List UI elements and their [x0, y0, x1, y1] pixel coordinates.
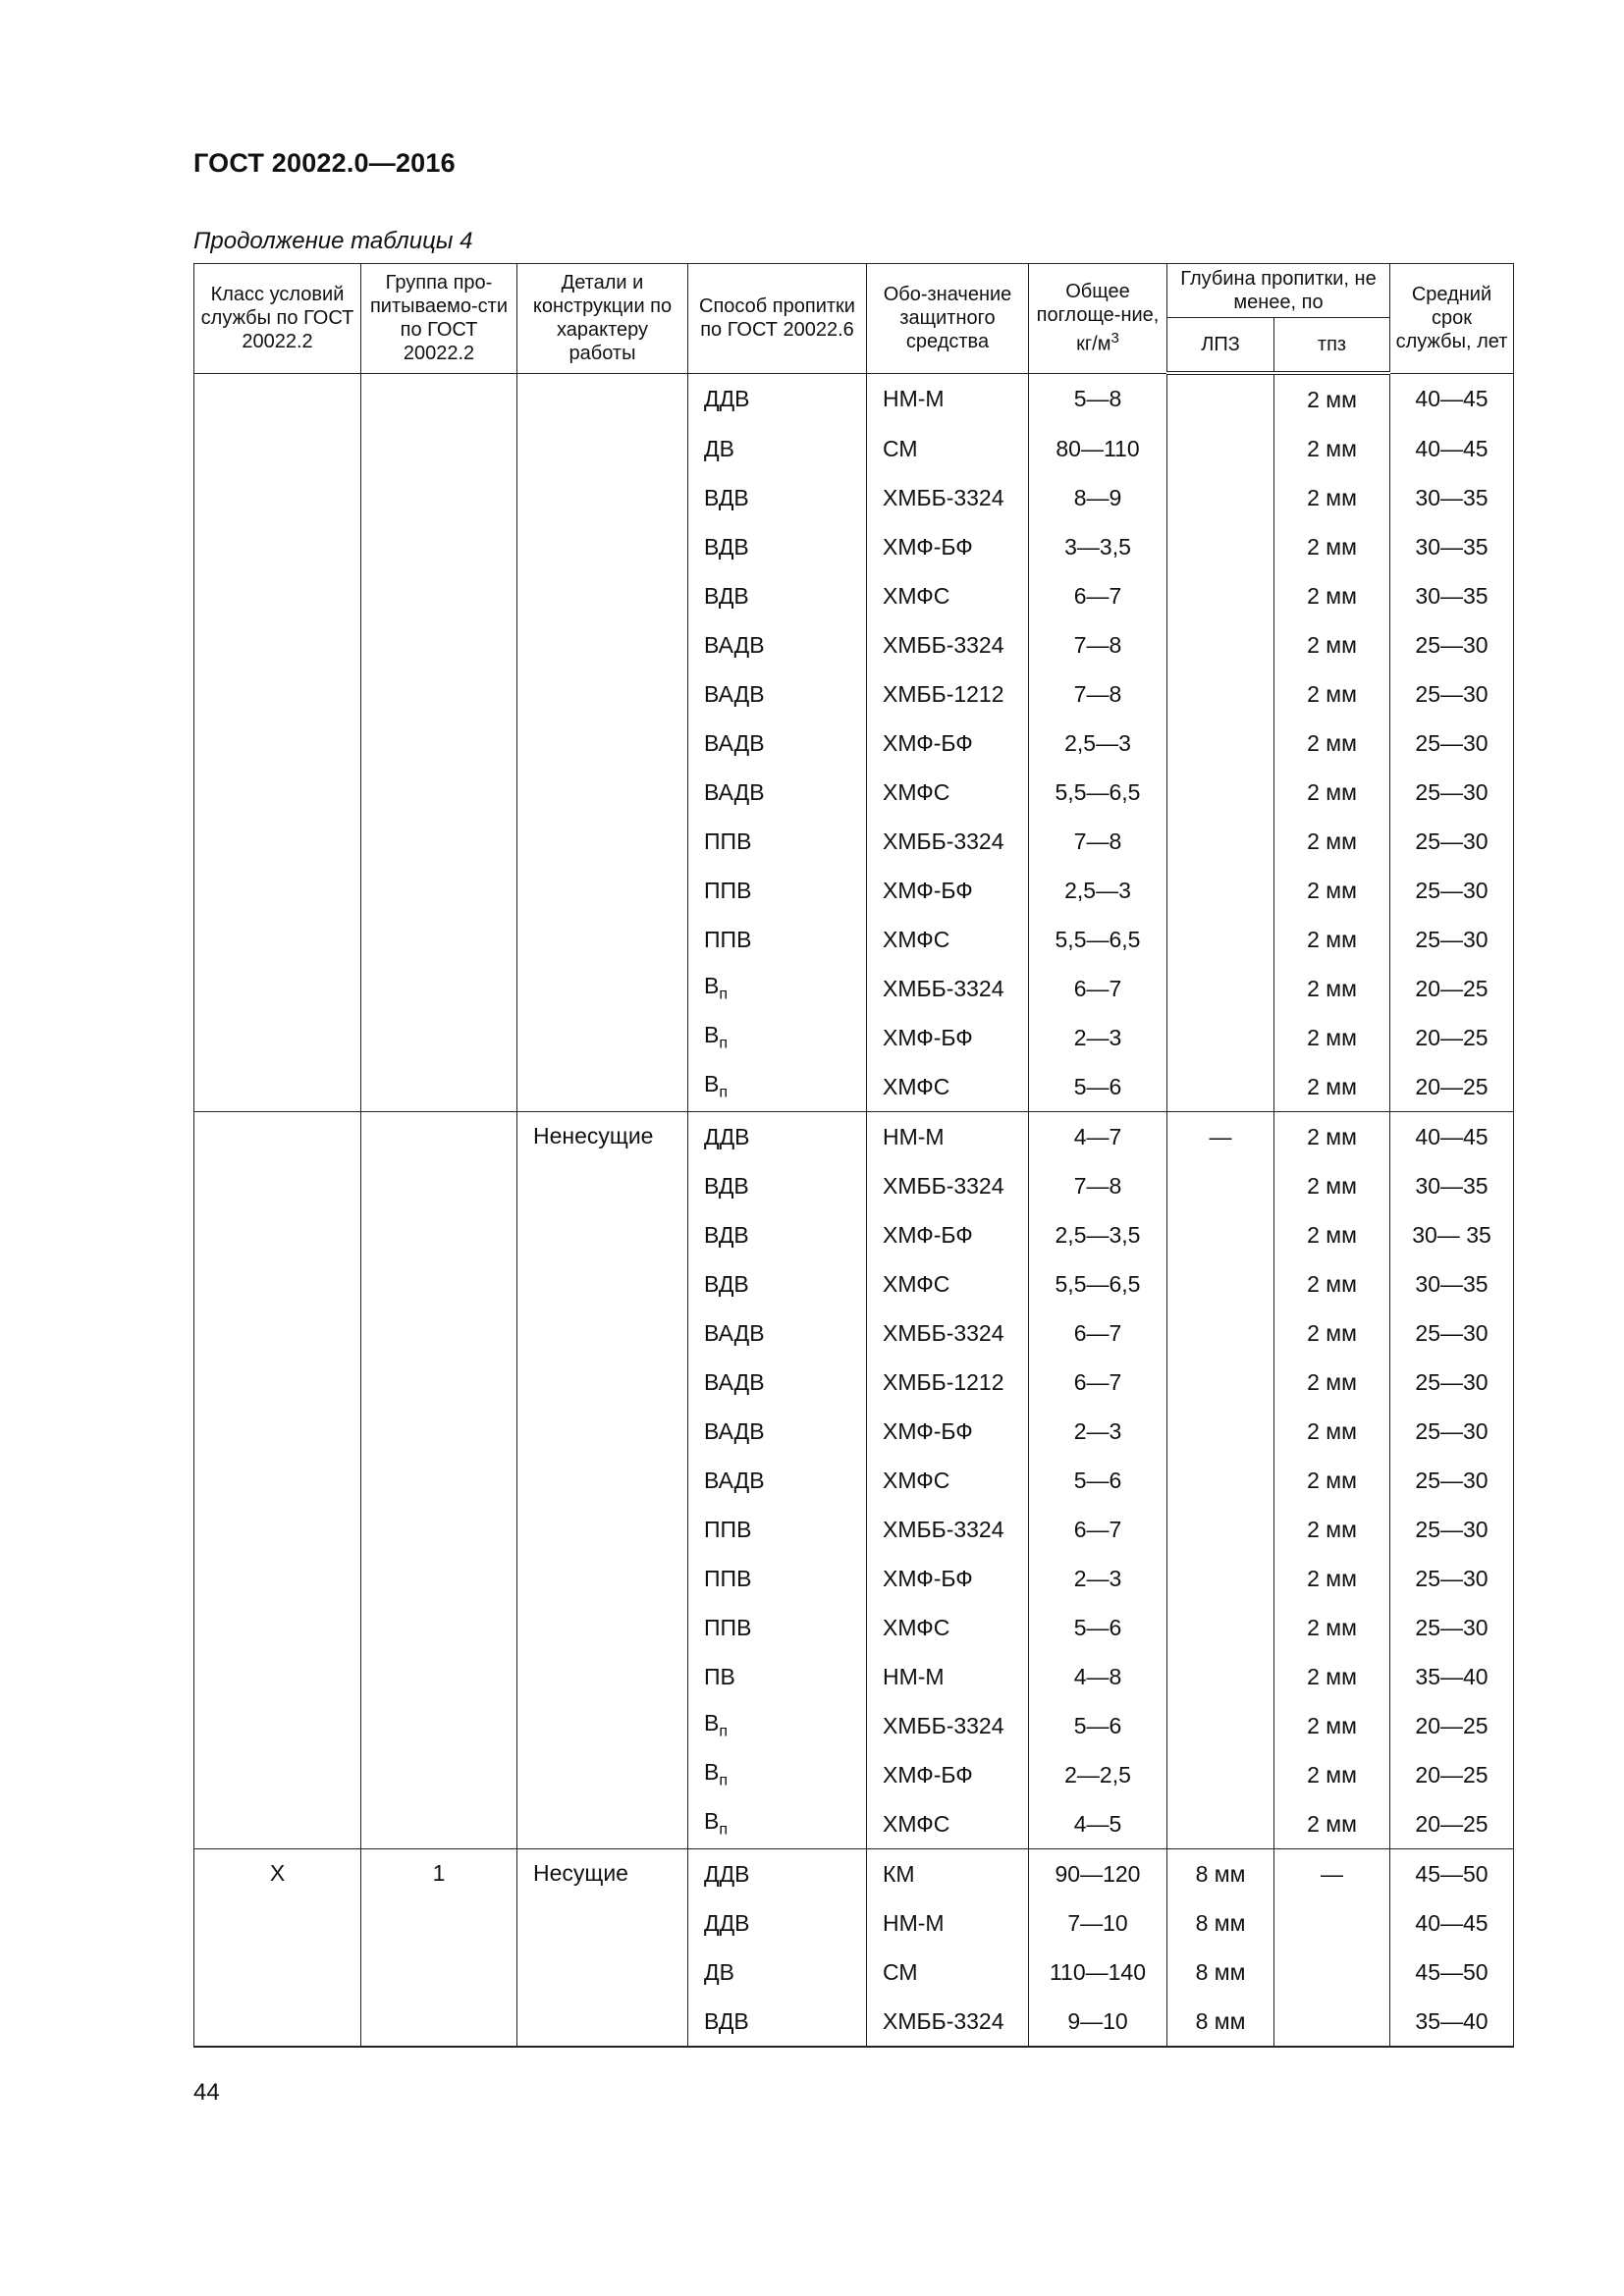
- cell-tpz: 2 мм: [1274, 571, 1390, 620]
- cell-absorption: 5—6: [1029, 1456, 1167, 1505]
- cell-lpz: [1167, 373, 1274, 424]
- cell-method: [688, 866, 867, 915]
- cell-tpz: 2 мм: [1274, 1603, 1390, 1652]
- cell-lpz: [1167, 1456, 1274, 1505]
- cell-absorption: 7—8: [1029, 669, 1167, 719]
- header-service-class: Класс условий службы по ГОСТ 20022.2: [194, 264, 361, 374]
- cell-absorption: 2,5—3,5: [1029, 1210, 1167, 1259]
- cell-agent: ХМББ-1212: [867, 669, 1029, 719]
- cell-service-life: 30— 35: [1390, 1210, 1514, 1259]
- cell-method-text: ППВ: [704, 1614, 752, 1640]
- cell-lpz: [1167, 1062, 1274, 1112]
- cell-tpz: 2 мм: [1274, 768, 1390, 817]
- cell-details: [517, 373, 688, 1112]
- cell-method: [688, 1750, 867, 1799]
- cell-method-text: ВАДВ: [704, 729, 765, 756]
- cell-method-text: ВАДВ: [704, 778, 765, 805]
- cell-lpz: [1167, 1407, 1274, 1456]
- table-caption: Продолжение таблицы 4: [193, 228, 473, 254]
- cell-tpz: 2 мм: [1274, 1456, 1390, 1505]
- document-header: ГОСТ 20022.0—2016: [193, 148, 456, 178]
- cell-tpz: 2 мм: [1274, 1112, 1390, 1162]
- cell-method: [688, 473, 867, 522]
- cell-absorption: 6—7: [1029, 1505, 1167, 1554]
- cell-service-life: 25—30: [1390, 1554, 1514, 1603]
- cell-method-subscript: п: [719, 986, 729, 1003]
- cell-absorption: 80—110: [1029, 424, 1167, 473]
- cell-tpz: 2 мм: [1274, 373, 1390, 424]
- cell-method: [688, 1161, 867, 1210]
- cell-tpz: 2 мм: [1274, 866, 1390, 915]
- cell-agent: ХМФС: [867, 1799, 1029, 1849]
- cell-agent: НМ-М: [867, 373, 1029, 424]
- cell-service-life: 40—45: [1390, 373, 1514, 424]
- header-agent: Обо-значение защитного средства: [867, 264, 1029, 374]
- cell-method-text: ВДВ: [704, 1270, 749, 1297]
- cell-tpz: 2 мм: [1274, 1750, 1390, 1799]
- cell-absorption: 2,5—3: [1029, 719, 1167, 768]
- cell-tpz: 2 мм: [1274, 669, 1390, 719]
- cell-method-text: ППВ: [704, 1516, 752, 1542]
- cell-lpz: [1167, 1652, 1274, 1701]
- cell-service-life: 40—45: [1390, 424, 1514, 473]
- cell-service-life: 25—30: [1390, 620, 1514, 669]
- cell-lpz: [1167, 1161, 1274, 1210]
- cell-agent: ХМББ-3324: [867, 1161, 1029, 1210]
- cell-tpz: 2 мм: [1274, 1652, 1390, 1701]
- cell-method-text: ДДВ: [704, 1123, 750, 1149]
- cell-method: [688, 373, 867, 424]
- cell-absorption: 2—3: [1029, 1013, 1167, 1062]
- cell-lpz: [1167, 1358, 1274, 1407]
- cell-service-life: 45—50: [1390, 1948, 1514, 1997]
- cell-agent: ХМББ-3324: [867, 620, 1029, 669]
- cell-method-subscript: п: [719, 1772, 729, 1789]
- cell-service-life: 25—30: [1390, 915, 1514, 964]
- cell-tpz: 2 мм: [1274, 1013, 1390, 1062]
- cell-method-text: ППВ: [704, 1565, 752, 1591]
- cell-method-text: ВАДВ: [704, 631, 765, 658]
- cell-lpz: [1167, 1210, 1274, 1259]
- cell-service-life: 30—35: [1390, 1161, 1514, 1210]
- table-container: [193, 263, 1513, 2056]
- cell-service-life: 25—30: [1390, 1358, 1514, 1407]
- cell-method-text: ВДВ: [704, 2007, 749, 2034]
- cell-method: [688, 522, 867, 571]
- cell-agent: ХМФС: [867, 1603, 1029, 1652]
- cell-absorption: 4—8: [1029, 1652, 1167, 1701]
- cell-absorption: 7—8: [1029, 1161, 1167, 1210]
- cell-service-life: 40—45: [1390, 1112, 1514, 1162]
- table-body: [194, 373, 1514, 2047]
- cell-method-text: В: [704, 1759, 720, 1786]
- cell-tpz: 2 мм: [1274, 620, 1390, 669]
- cell-lpz: [1167, 1701, 1274, 1750]
- cell-service-life: 25—30: [1390, 669, 1514, 719]
- cell-service-life: 30—35: [1390, 473, 1514, 522]
- cell-tpz: 2 мм: [1274, 473, 1390, 522]
- header-service-life: Средний срок службы, лет: [1390, 264, 1514, 374]
- cell-agent: ХМФ-БФ: [867, 1554, 1029, 1603]
- cell-method: [688, 571, 867, 620]
- cell-service-life: 25—30: [1390, 817, 1514, 866]
- cell-agent: ХМББ-3324: [867, 1997, 1029, 2047]
- cell-lpz: [1167, 1259, 1274, 1308]
- cell-tpz: 2 мм: [1274, 1358, 1390, 1407]
- cell-method: [688, 1062, 867, 1112]
- cell-absorption: 7—8: [1029, 817, 1167, 866]
- cell-lpz: 8 мм: [1167, 1898, 1274, 1948]
- cell-tpz: 2 мм: [1274, 1407, 1390, 1456]
- cell-lpz: [1167, 1013, 1274, 1062]
- cell-lpz: [1167, 1750, 1274, 1799]
- cell-tpz: 2 мм: [1274, 719, 1390, 768]
- cell-absorption: 6—7: [1029, 571, 1167, 620]
- cell-agent: ХМФ-БФ: [867, 1750, 1029, 1799]
- cell-service-life: 25—30: [1390, 866, 1514, 915]
- cell-details: Несущие: [517, 1849, 688, 2048]
- cell-method-text: ВАДВ: [704, 1467, 765, 1493]
- cell-method: [688, 1407, 867, 1456]
- header-absorption-text: Общее поглоще-ние, кг/м: [1036, 281, 1160, 356]
- cell-lpz: [1167, 620, 1274, 669]
- cell-method: [688, 1603, 867, 1652]
- cell-absorption: 2—3: [1029, 1407, 1167, 1456]
- cell-service-class: [194, 373, 361, 1112]
- cell-service-life: 25—30: [1390, 1308, 1514, 1358]
- cell-method: [688, 1898, 867, 1948]
- cell-method-text: ДДВ: [704, 385, 750, 411]
- cell-lpz: [1167, 1308, 1274, 1358]
- header-lpz: ЛПЗ: [1167, 318, 1274, 374]
- cell-absorption: 5—8: [1029, 373, 1167, 424]
- cell-service-life: 45—50: [1390, 1849, 1514, 1899]
- cell-method-subscript: п: [719, 1821, 729, 1839]
- cell-tpz: —: [1274, 1849, 1390, 1899]
- cell-method: [688, 915, 867, 964]
- cell-agent: ХМББ-3324: [867, 473, 1029, 522]
- cell-service-life: 35—40: [1390, 1997, 1514, 2047]
- cell-method: [688, 1112, 867, 1162]
- cell-tpz: 2 мм: [1274, 964, 1390, 1013]
- cell-service-class: [194, 1112, 361, 1849]
- cell-tpz: 2 мм: [1274, 424, 1390, 473]
- cell-method-text: ПВ: [704, 1663, 735, 1689]
- cell-method: [688, 1505, 867, 1554]
- cell-agent: ХМФС: [867, 1456, 1029, 1505]
- cell-service-life: 20—25: [1390, 964, 1514, 1013]
- header-depth: Глубина пропитки, не менее, по: [1167, 264, 1390, 318]
- cell-agent: ХМФ-БФ: [867, 866, 1029, 915]
- cell-agent: СМ: [867, 424, 1029, 473]
- table-row: [194, 1849, 1514, 1899]
- cell-method-text: ДВ: [704, 1958, 734, 1985]
- header-method: Способ пропитки по ГОСТ 20022.6: [688, 264, 867, 374]
- cell-absorption: 7—8: [1029, 620, 1167, 669]
- cell-service-life: 20—25: [1390, 1013, 1514, 1062]
- cell-lpz: [1167, 424, 1274, 473]
- cell-method-text: В: [704, 973, 720, 999]
- cell-lpz: [1167, 1505, 1274, 1554]
- cell-agent: НМ-М: [867, 1652, 1029, 1701]
- cell-impregnability-group: 1: [361, 1849, 517, 2048]
- cell-absorption: 5,5—6,5: [1029, 915, 1167, 964]
- cell-method-text: ВАДВ: [704, 1368, 765, 1395]
- cell-service-life: 25—30: [1390, 1456, 1514, 1505]
- header-absorption-sup: 3: [1110, 330, 1119, 347]
- cell-service-life: 20—25: [1390, 1701, 1514, 1750]
- cell-method: [688, 424, 867, 473]
- cell-absorption: 6—7: [1029, 964, 1167, 1013]
- cell-absorption: 9—10: [1029, 1997, 1167, 2047]
- cell-absorption: 110—140: [1029, 1948, 1167, 1997]
- cell-method-text: ППВ: [704, 877, 752, 903]
- cell-absorption: 4—5: [1029, 1799, 1167, 1849]
- cell-lpz: [1167, 719, 1274, 768]
- cell-tpz: [1274, 1948, 1390, 1997]
- cell-method: [688, 1210, 867, 1259]
- cell-tpz: 2 мм: [1274, 522, 1390, 571]
- cell-method-text: ВДВ: [704, 1172, 749, 1199]
- cell-tpz: 2 мм: [1274, 1308, 1390, 1358]
- cell-agent: ХМФС: [867, 1062, 1029, 1112]
- cell-tpz: 2 мм: [1274, 1161, 1390, 1210]
- cell-tpz: 2 мм: [1274, 915, 1390, 964]
- cell-absorption: 7—10: [1029, 1898, 1167, 1948]
- cell-lpz: [1167, 768, 1274, 817]
- cell-method-text: ВАДВ: [704, 680, 765, 707]
- cell-tpz: 2 мм: [1274, 817, 1390, 866]
- cell-service-life: 35—40: [1390, 1652, 1514, 1701]
- cell-lpz: 8 мм: [1167, 1997, 1274, 2047]
- cell-method-text: В: [704, 1022, 720, 1048]
- page-number: 44: [193, 2079, 220, 2106]
- header-tpz: тпз: [1274, 318, 1390, 374]
- cell-lpz: [1167, 1554, 1274, 1603]
- cell-lpz: [1167, 915, 1274, 964]
- cell-agent: ХМФС: [867, 768, 1029, 817]
- cell-absorption: 6—7: [1029, 1358, 1167, 1407]
- cell-service-life: 30—35: [1390, 571, 1514, 620]
- cell-agent: НМ-М: [867, 1112, 1029, 1162]
- cell-lpz: 8 мм: [1167, 1948, 1274, 1997]
- cell-absorption: 4—7: [1029, 1112, 1167, 1162]
- cell-method: [688, 1849, 867, 1899]
- cell-service-life: 20—25: [1390, 1799, 1514, 1849]
- cell-lpz: [1167, 964, 1274, 1013]
- cell-method-text: ВАДВ: [704, 1319, 765, 1346]
- cell-method-text: ДДВ: [704, 1860, 750, 1887]
- cell-method: [688, 1948, 867, 1997]
- cell-service-life: 20—25: [1390, 1750, 1514, 1799]
- cell-method-subscript: п: [719, 1035, 729, 1052]
- cell-method-text: В: [704, 1710, 720, 1736]
- cell-agent: ХМФ-БФ: [867, 522, 1029, 571]
- cell-tpz: 2 мм: [1274, 1799, 1390, 1849]
- cell-lpz: [1167, 473, 1274, 522]
- cell-service-life: 20—25: [1390, 1062, 1514, 1112]
- cell-lpz: [1167, 866, 1274, 915]
- cell-agent: ХМФ-БФ: [867, 1013, 1029, 1062]
- cell-absorption: 5,5—6,5: [1029, 768, 1167, 817]
- cell-lpz: —: [1167, 1112, 1274, 1162]
- cell-method-text: ВДВ: [704, 484, 749, 510]
- cell-absorption: 5,5—6,5: [1029, 1259, 1167, 1308]
- cell-method-text: ВДВ: [704, 582, 749, 609]
- cell-method-text: В: [704, 1808, 720, 1835]
- cell-agent: ХМББ-3324: [867, 1701, 1029, 1750]
- cell-absorption: 3—3,5: [1029, 522, 1167, 571]
- cell-absorption: 8—9: [1029, 473, 1167, 522]
- cell-agent: ХМББ-3324: [867, 964, 1029, 1013]
- cell-impregnability-group: [361, 1112, 517, 1849]
- cell-details: Ненесущие: [517, 1112, 688, 1849]
- cell-tpz: 2 мм: [1274, 1210, 1390, 1259]
- cell-service-class: X: [194, 1849, 361, 2048]
- cell-tpz: 2 мм: [1274, 1259, 1390, 1308]
- cell-lpz: 8 мм: [1167, 1849, 1274, 1899]
- cell-tpz: [1274, 1898, 1390, 1948]
- cell-method: [688, 1799, 867, 1849]
- cell-absorption: 6—7: [1029, 1308, 1167, 1358]
- cell-method: [688, 768, 867, 817]
- cell-impregnability-group: [361, 373, 517, 1112]
- cell-service-life: 30—35: [1390, 522, 1514, 571]
- cell-absorption: 2—2,5: [1029, 1750, 1167, 1799]
- table-row: [194, 373, 1514, 424]
- cell-tpz: 2 мм: [1274, 1701, 1390, 1750]
- cell-agent: ХМФС: [867, 571, 1029, 620]
- cell-absorption: 5—6: [1029, 1701, 1167, 1750]
- cell-method: [688, 1358, 867, 1407]
- cell-method-text: ВДВ: [704, 1221, 749, 1248]
- cell-method-text: ДВ: [704, 435, 734, 461]
- cell-method: [688, 1997, 867, 2047]
- cell-absorption: 90—120: [1029, 1849, 1167, 1899]
- header-impregnability-group: Группа про-питываемо-сти по ГОСТ 20022.2: [361, 264, 517, 374]
- cell-service-life: 25—30: [1390, 1603, 1514, 1652]
- cell-agent: СМ: [867, 1948, 1029, 1997]
- cell-service-life: 30—35: [1390, 1259, 1514, 1308]
- cell-service-life: 40—45: [1390, 1898, 1514, 1948]
- cell-method-text: ВАДВ: [704, 1417, 765, 1444]
- cell-method: [688, 1013, 867, 1062]
- cell-absorption: 2—3: [1029, 1554, 1167, 1603]
- cell-service-life: 25—30: [1390, 719, 1514, 768]
- cell-lpz: [1167, 669, 1274, 719]
- cell-service-life: 25—30: [1390, 768, 1514, 817]
- cell-agent: ХМФ-БФ: [867, 719, 1029, 768]
- cell-absorption: 5—6: [1029, 1062, 1167, 1112]
- cell-tpz: [1274, 1997, 1390, 2047]
- cell-tpz: 2 мм: [1274, 1554, 1390, 1603]
- cell-method-subscript: п: [719, 1723, 729, 1740]
- cell-method-subscript: п: [719, 1084, 729, 1101]
- cell-agent: ХМББ-3324: [867, 1505, 1029, 1554]
- cell-tpz: 2 мм: [1274, 1505, 1390, 1554]
- cell-absorption: 2,5—3: [1029, 866, 1167, 915]
- table-row: [194, 1112, 1514, 1162]
- cell-method: [688, 1652, 867, 1701]
- cell-method-text: ППВ: [704, 828, 752, 854]
- cell-service-life: 25—30: [1390, 1505, 1514, 1554]
- cell-lpz: [1167, 1603, 1274, 1652]
- cell-method: [688, 1308, 867, 1358]
- cell-agent: ХМББ-1212: [867, 1358, 1029, 1407]
- cell-lpz: [1167, 571, 1274, 620]
- cell-agent: КМ: [867, 1849, 1029, 1899]
- header-details: Детали и конструкции по характеру работы: [517, 264, 688, 374]
- cell-agent: ХМББ-3324: [867, 1308, 1029, 1358]
- cell-method: [688, 1701, 867, 1750]
- cell-absorption: 5—6: [1029, 1603, 1167, 1652]
- cell-lpz: [1167, 522, 1274, 571]
- cell-service-life: 25—30: [1390, 1407, 1514, 1456]
- cell-method-text: ППВ: [704, 926, 752, 952]
- cell-method-text: В: [704, 1071, 720, 1097]
- cell-lpz: [1167, 1799, 1274, 1849]
- cell-method-text: ВДВ: [704, 533, 749, 560]
- cell-method: [688, 1456, 867, 1505]
- cell-agent: ХМФС: [867, 915, 1029, 964]
- cell-agent: ХМФ-БФ: [867, 1407, 1029, 1456]
- header-absorption: [1029, 264, 1167, 374]
- cell-agent: НМ-М: [867, 1898, 1029, 1948]
- cell-agent: ХМФ-БФ: [867, 1210, 1029, 1259]
- cell-method: [688, 964, 867, 1013]
- impregnation-table: [193, 263, 1514, 2048]
- cell-method: [688, 1554, 867, 1603]
- cell-agent: ХМФС: [867, 1259, 1029, 1308]
- cell-tpz: 2 мм: [1274, 1062, 1390, 1112]
- cell-agent: ХМББ-3324: [867, 817, 1029, 866]
- cell-method-text: ДДВ: [704, 1909, 750, 1936]
- cell-method: [688, 817, 867, 866]
- cell-method: [688, 1259, 867, 1308]
- table-header: [194, 264, 1514, 374]
- cell-method: [688, 620, 867, 669]
- cell-method: [688, 719, 867, 768]
- cell-lpz: [1167, 817, 1274, 866]
- cell-method: [688, 669, 867, 719]
